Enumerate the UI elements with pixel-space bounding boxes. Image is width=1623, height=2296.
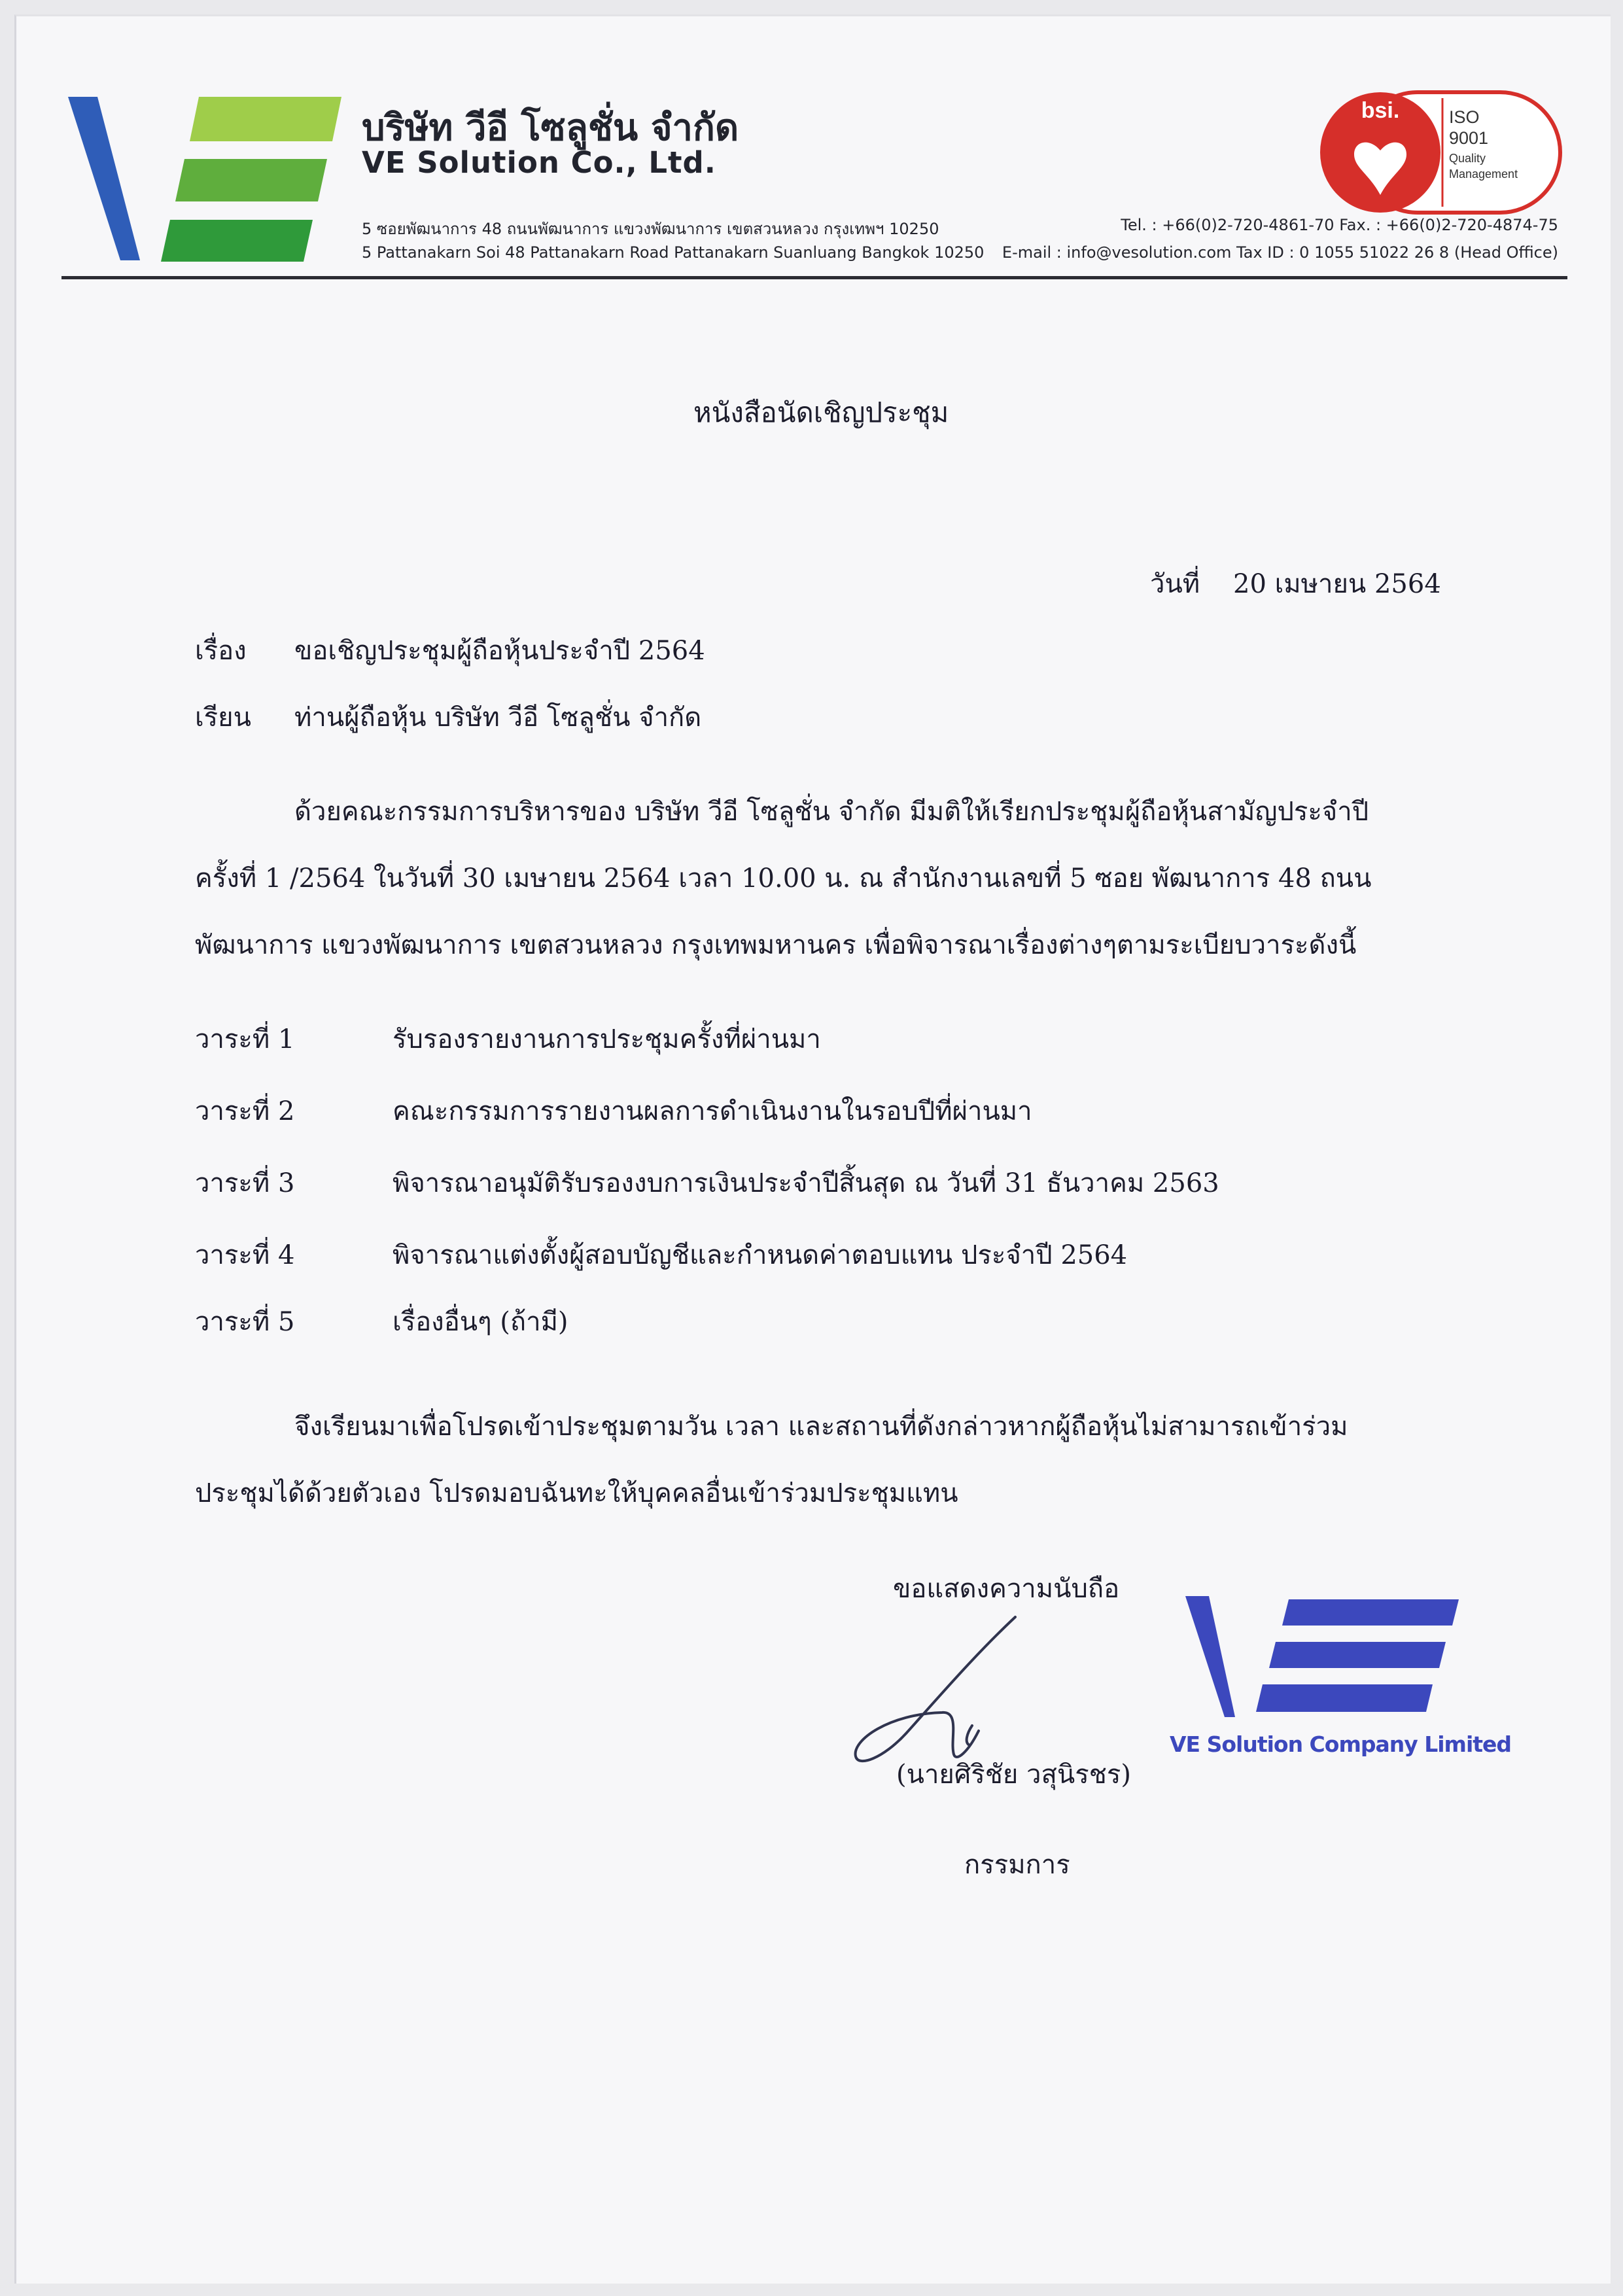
letter-page <box>14 14 1611 2284</box>
contact-tel-fax: Tel. : +66(0)2-720-4861-70 Fax. : +66(0)2-720-4874-75 <box>1121 216 1558 234</box>
subject-text: ขอเชิญประชุมผู้ถือหุ้นประจำปี 2564 <box>294 636 705 666</box>
agenda-text: พิจารณาอนุมัติรับรองงบการเงินประจำปีสิ้นสุด ณ วันที่ 31 ธันวาคม 2563 <box>393 1168 1219 1198</box>
signer-name: (นายศิริชัย วสุนิรชร) <box>896 1760 1131 1790</box>
company-name-english: VE Solution Co., Ltd. <box>362 145 716 180</box>
iso-management: Management <box>1449 167 1518 181</box>
closing-text: ขอแสดงความนับถือ <box>893 1574 1120 1604</box>
agenda-text: รับรองรายงานการประชุมครั้งที่ผ่านมา <box>393 1024 821 1054</box>
agenda-number: วาระที่ 1 <box>195 1024 295 1054</box>
para1-line3: พัฒนาการ แขวงพัฒนาการ เขตสวนหลวง กรุงเทพมหานคร เพื่อพิจารณาเรื่องต่างๆตามระเบียบวาระดังนี้ <box>195 930 1357 960</box>
agenda-number: วาระที่ 4 <box>195 1240 295 1270</box>
to-text: ท่านผู้ถือหุ้น บริษัท วีอี โซลูชั่น จำกัด <box>294 703 702 733</box>
to-label: เรียน <box>195 703 251 733</box>
para2-line2: ประชุมได้ด้วยตัวเอง โปรดมอบฉันทะให้บุคคลอื่นเข้าร่วมประชุมแทน <box>195 1478 958 1508</box>
agenda-number: วาระที่ 3 <box>195 1168 295 1198</box>
subject-label: เรื่อง <box>195 636 247 666</box>
agenda-number: วาระที่ 5 <box>195 1307 295 1337</box>
para1-line1: ด้วยคณะกรรมการบริหารของ บริษัท วีอี โซลูชั่น จำกัด มีมติให้เรียกประชุมผู้ถือหุ้นสามัญประจำปี <box>294 797 1369 827</box>
iso-certification-badge <box>1318 90 1563 215</box>
contact-email-tax: E-mail : info@vesolution.com Tax ID : 0 1055 51022 26 8 (Head Office) <box>1002 243 1558 262</box>
address-thai: 5 ซอยพัฒนาการ 48 ถนนพัฒนาการ แขวงพัฒนาการ เขตสวนหลวง กรุงเทพฯ 10250 <box>362 220 939 238</box>
company-name-thai: บริษัท วีอี โซลูชั่น จำกัด <box>362 107 739 149</box>
date-value: 20 เมษายน 2564 <box>1233 569 1441 599</box>
agenda-text: พิจารณาแต่งตั้งผู้สอบบัญชีและกำหนดค่าตอบแทน ประจำปี 2564 <box>393 1240 1128 1270</box>
company-logo <box>68 97 343 266</box>
letterhead-divider <box>61 276 1567 279</box>
para2-line1: จึงเรียนมาเพื่อโปรดเข้าประชุมตามวัน เวลา และสถานที่ดังกล่าวหากผู้ถือหุ้นไม่สามารถเข้าร่วม <box>294 1412 1348 1442</box>
date-label: วันที่ <box>1150 569 1200 599</box>
para1-line2: ครั้งที่ 1 /2564 ในวันที่ 30 เมษายน 2564 เวลา 10.00 น. ณ สำนักงานเลขที่ 5 ซอย พัฒนาการ 48 ถนน <box>195 863 1372 894</box>
iso-number: 9001 <box>1449 128 1489 148</box>
iso-quality: Quality <box>1449 152 1486 165</box>
iso-label: ISO <box>1449 107 1480 127</box>
signer-title: กรรมการ <box>964 1850 1070 1880</box>
address-english: 5 Pattanakarn Soi 48 Pattanakarn Road Pattanakarn Suanluang Bangkok 10250 <box>362 243 985 262</box>
bsi-brand: bsi. <box>1361 98 1400 123</box>
stamp-company-name: VE Solution Company Limited <box>1170 1731 1512 1757</box>
agenda-text: เรื่องอื่นๆ (ถ้ามี) <box>393 1307 568 1337</box>
agenda-text: คณะกรรมการรายงานผลการดำเนินงานในรอบปีที่ผ่านมา <box>393 1096 1032 1126</box>
letter-title: หนังสือนัดเชิญประชุม <box>693 396 949 428</box>
agenda-number: วาระที่ 2 <box>195 1096 295 1126</box>
